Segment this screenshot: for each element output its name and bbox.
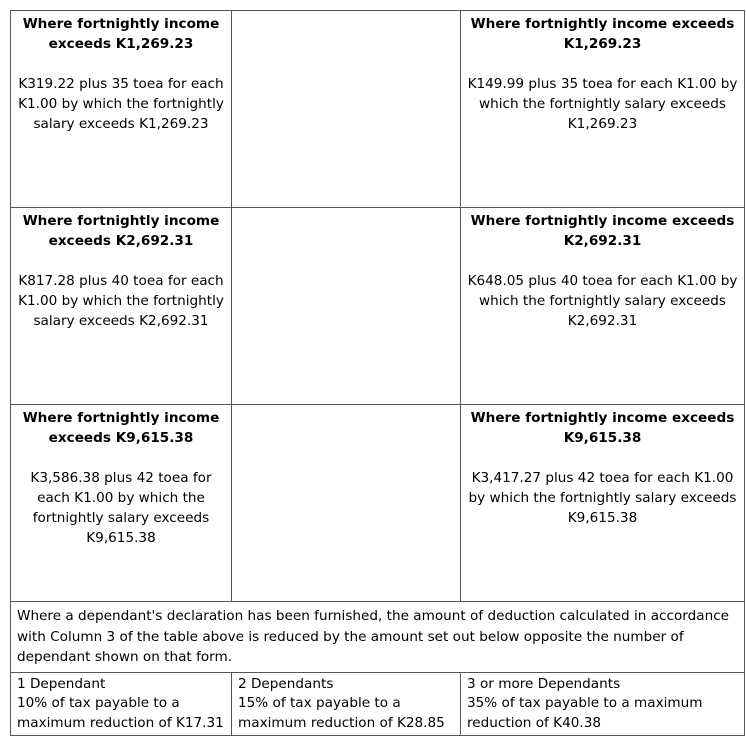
table-cell xyxy=(461,405,745,602)
note-cell xyxy=(11,602,745,673)
dependant-line: 10% of tax payable to a xyxy=(17,695,180,711)
cell-text: K817.28 plus 40 toea for each K1.00 by which the fortnightly salary exceeds K2,692.31 xyxy=(18,273,224,329)
cell-text: K149.99 plus 35 toea for each K1.00 by which the fortnightly salary exceeds K1,269.23 xyxy=(467,76,738,132)
table-cell xyxy=(461,208,745,405)
table-cell xyxy=(11,11,232,208)
dependant-line: reduction of K40.38 xyxy=(467,714,601,731)
dependant-cell xyxy=(11,672,232,736)
dependant-cell xyxy=(461,672,745,736)
dependant-label: 2 Dependants xyxy=(238,675,334,692)
cell-heading: Where fortnightly income exceeds K1,269.23 xyxy=(22,16,220,52)
dependant-label: 1 Dependant xyxy=(17,675,106,692)
empty-cell xyxy=(232,405,461,602)
cell-heading: Where fortnightly income exceeds K2,692.31 xyxy=(22,213,220,249)
tax-deduction-table xyxy=(10,10,745,736)
table-cell xyxy=(461,11,745,208)
dependant-note: Where a dependant's declaration has been furnished, the amount of deduction calculated in accordance with Column 3 of the table above is reduced by the amount set out below opposite the number of dependant shown on that form. xyxy=(17,608,730,665)
dependants-row xyxy=(11,672,745,736)
dependant-label: 3 or more Dependants xyxy=(467,675,621,692)
dependant-line: maximum reduction of K17.31 xyxy=(17,714,224,731)
table-row xyxy=(11,11,745,208)
note-row xyxy=(11,602,745,673)
cell-text: K3,586.38 plus 42 toea for each K1.00 by which the fortnightly salary exceeds K9,615.38 xyxy=(30,470,212,546)
table-row xyxy=(11,405,745,602)
dependant-line: maximum reduction of K28.85 xyxy=(238,714,445,731)
cell-text: K3,417.27 plus 42 toea for each K1.00 by which the fortnightly salary exceeds K9,615.38 xyxy=(468,470,737,526)
cell-heading: Where fortnightly income exceeds K2,692.31 xyxy=(470,213,735,249)
dependant-cell xyxy=(232,672,461,736)
cell-heading: Where fortnightly income exceeds K9,615.38 xyxy=(470,410,735,446)
cell-heading: Where fortnightly income exceeds K1,269.23 xyxy=(470,16,735,52)
cell-text: K648.05 plus 40 toea for each K1.00 by which the fortnightly salary exceeds K2,692.31 xyxy=(467,273,738,329)
cell-heading: Where fortnightly income exceeds K9,615.38 xyxy=(22,410,220,446)
table-row xyxy=(11,208,745,405)
table-cell xyxy=(11,405,232,602)
cell-text: K319.22 plus 35 toea for each K1.00 by which the fortnightly salary exceeds K1,269.23 xyxy=(18,76,224,132)
table-cell xyxy=(11,208,232,405)
dependant-line: 15% of tax payable to a xyxy=(238,695,401,711)
empty-cell xyxy=(232,208,461,405)
dependant-line: 35% of tax payable to a maximum xyxy=(467,695,703,711)
empty-cell xyxy=(232,11,461,208)
